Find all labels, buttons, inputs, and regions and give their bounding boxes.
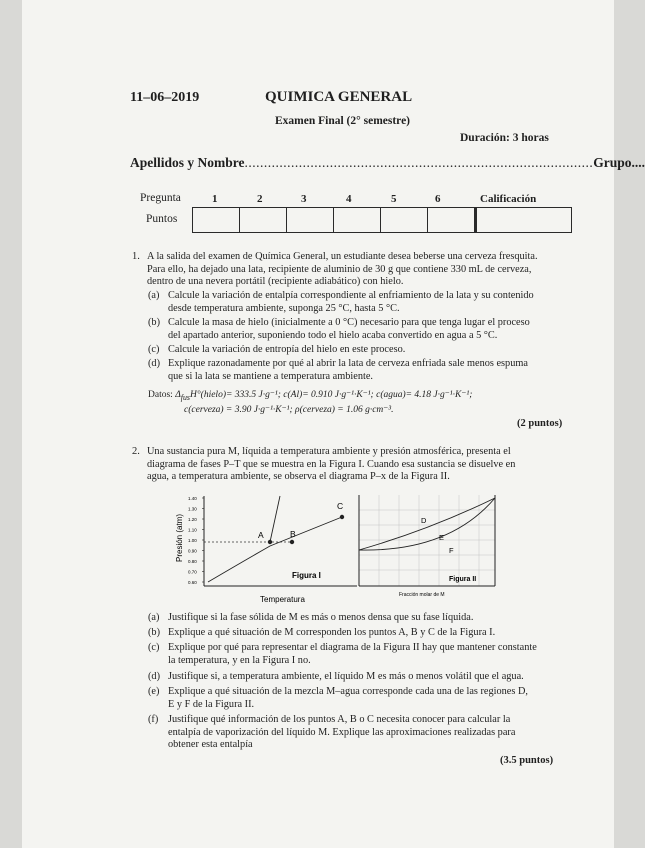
fig2-region-d: D xyxy=(421,516,427,525)
item-label: (b) xyxy=(148,627,161,638)
item-line: que si la lata se mantiene a temperatura ambiente. xyxy=(168,370,373,382)
table-question-label: Pregunta xyxy=(140,192,181,204)
fig1-ytick-label: 1.30 xyxy=(188,506,197,512)
score-table xyxy=(192,207,572,233)
item-line: la temperatura, y en la Figura I no. xyxy=(168,654,311,666)
fig1-caption: Figura I xyxy=(292,571,321,580)
data-line-1: $\Delta_{fus}H^\circ(hielo)= 333.5$ J·g⁻¹; c(Al)= 0.910 J·g⁻¹·K⁻¹; c(agua)= 4.18 J·g⁻¹·K⁻¹; xyxy=(175,390,473,402)
q2-item-c xyxy=(148,642,537,667)
q1-intro xyxy=(147,251,538,289)
q1-item-a xyxy=(148,290,534,315)
item-label: (d) xyxy=(148,671,161,682)
name-row xyxy=(130,155,645,171)
table-number: 1 xyxy=(212,193,218,205)
fig1-ytick-label: 1.40 xyxy=(188,496,197,501)
q2-points: (3.5 puntos) xyxy=(500,755,554,766)
fig1-label-c: C xyxy=(337,501,344,511)
exam-page xyxy=(22,0,645,848)
fig1-label-b: B xyxy=(290,529,296,539)
score-cell[interactable] xyxy=(428,208,476,233)
q2-item-b xyxy=(148,627,495,640)
q2-item-e xyxy=(148,686,528,711)
data-line-2: c(cerveza) = 3.90 J·g⁻¹·K⁻¹; ρ(cerveza) = 1.06 g·cm⁻³. xyxy=(184,404,394,415)
fig1-ytick-label: 0.80 xyxy=(188,559,197,564)
q1-data xyxy=(148,389,472,416)
q2-item-a xyxy=(148,612,473,625)
figure-1-phase-diagram xyxy=(172,490,362,608)
fig2-vapor-curve xyxy=(359,498,495,550)
q1-intro-line: dentro de una nevera portátil (recipiente adiabático) con hielo. xyxy=(147,276,404,288)
q1-item-b xyxy=(148,317,530,342)
q1-item-c xyxy=(148,344,405,357)
q1-item-d xyxy=(148,358,528,383)
fig1-label-a: A xyxy=(258,530,264,540)
item-label: (a) xyxy=(148,290,160,301)
q2-intro-line: Una sustancia pura M, líquida a temperatura ambiente y presión atmosférica, presenta el xyxy=(147,446,511,457)
score-cell[interactable] xyxy=(193,208,240,233)
fig2-xlabel: Fracción molar de M xyxy=(399,592,445,598)
fig1-point-b xyxy=(290,540,294,544)
score-cell[interactable] xyxy=(287,208,334,233)
item-line: Explique razonadamente por qué al abrir la lata de cerveza enfriada sale menos espuma xyxy=(168,358,528,369)
table-points-label: Puntos xyxy=(146,213,178,225)
group-label: Grupo.... xyxy=(593,155,645,170)
item-line: Justifique qué información de los puntos A, B o C necesita conocer para calcular la xyxy=(168,714,511,725)
q2-item-f xyxy=(148,714,515,752)
item-line: Calcule la variación de entalpía correspondiente al enfriamiento de la lata y su contenido xyxy=(168,290,534,301)
item-line: desde temperatura ambiente, suponga 25 °C, hasta 5 °C. xyxy=(168,302,400,314)
item-line: Calcule la masa de hielo (inicialmente a 0 °C) necesario para que tenga lugar el proceso xyxy=(168,317,530,328)
fig1-ylabel: Presión (atm) xyxy=(175,513,184,562)
q2-intro-line: agua, a temperatura ambiente, se observa el diagrama P–x de la Figura II. xyxy=(147,471,450,483)
fig2-caption: Figura II xyxy=(449,576,477,583)
fig1-point-c xyxy=(340,515,344,519)
item-line: Justifique si la fase sólida de M es más o menos densa que su fase líquida. xyxy=(168,612,474,623)
item-line: Explique por qué para representar el diagrama de la Figura II hay que mantener constante xyxy=(168,642,537,653)
fig1-ytick-label: 0.60 xyxy=(188,580,197,585)
exam-date: 11–06–2019 xyxy=(130,90,200,105)
name-label: Apellidos y Nombre xyxy=(130,155,245,170)
score-cell[interactable] xyxy=(381,208,428,233)
q1-intro-line: A la salida del examen de Química General, un estudiante desea beberse una cerveza fresquita. xyxy=(147,251,538,262)
fig1-ytick-label: 0.70 xyxy=(188,569,197,575)
q1-intro-line: Para ello, ha dejado una lata, recipiente de aluminio de 30 g que contiene 330 mL de cerveza, xyxy=(147,263,532,275)
q2-item-d xyxy=(148,671,524,684)
item-line: del apartado anterior, suponiendo todo el hielo acaba convertido en agua a 5 °C. xyxy=(168,329,498,341)
exam-title: QUIMICA GENERAL xyxy=(265,89,413,105)
fig1-ytick-label: 1.20 xyxy=(188,517,197,522)
score-cell[interactable] xyxy=(334,208,381,233)
table-number: 6 xyxy=(435,193,441,205)
figure-2-px-diagram xyxy=(349,490,499,608)
table-number: 5 xyxy=(391,193,397,205)
item-line: E y F de la Figura II. xyxy=(168,698,255,710)
fig1-xlabel: Temperatura xyxy=(260,595,305,604)
item-label: (c) xyxy=(148,642,160,653)
fig2-region-e: E xyxy=(439,533,445,542)
fig1-ytick-label: 1.10 xyxy=(188,527,197,533)
fig1-point-a xyxy=(268,540,272,544)
fig2-grid xyxy=(359,495,495,586)
q1-number: 1. xyxy=(132,251,140,262)
fig2-region-f: F xyxy=(449,546,454,555)
q2-intro-line: diagrama de fases P–T que se muestra en la Figura I. Cuando esa sustancia se disuelve en xyxy=(147,458,516,470)
q1-points: (2 puntos) xyxy=(517,418,563,429)
name-field[interactable]: .......................................................................................... xyxy=(244,155,594,170)
item-line: obtener esta entalpía xyxy=(168,739,253,751)
fig1-ytick-label: 1.00 xyxy=(188,538,197,543)
fig1-vapor-curve xyxy=(208,517,342,582)
exam-subtitle: Examen Final (2° semestre) xyxy=(275,115,411,127)
item-label: (c) xyxy=(148,344,160,355)
table-number: 3 xyxy=(301,193,307,205)
item-label: (e) xyxy=(148,686,160,697)
q2-intro xyxy=(147,446,515,484)
fig1-ytick-label: 0.90 xyxy=(188,548,197,554)
fig1-fusion-curve xyxy=(270,496,280,542)
grade-cell[interactable] xyxy=(476,208,572,233)
table-grade-label: Calificación xyxy=(480,193,537,205)
item-label: (f) xyxy=(148,714,159,725)
q2-number: 2. xyxy=(132,446,140,457)
item-line: entalpía de vaporización del líquido M. Explique las aproximaciones realizadas para xyxy=(168,726,516,738)
exam-duration: Duración: 3 horas xyxy=(460,132,549,144)
table-number: 2 xyxy=(257,193,263,205)
data-label: Datos: xyxy=(148,390,173,400)
item-line: Explique a qué situación de M corresponden los puntos A, B y C de la Figura I. xyxy=(168,627,496,638)
table-number: 4 xyxy=(346,193,352,205)
item-line: Justifique si, a temperatura ambiente, el líquido M es más o menos volátil que el agua. xyxy=(168,671,524,682)
item-label: (d) xyxy=(148,358,161,369)
score-cell[interactable] xyxy=(240,208,287,233)
item-label: (a) xyxy=(148,612,160,623)
item-line: Calcule la variación de entropía del hielo en este proceso. xyxy=(168,344,406,355)
item-label: (b) xyxy=(148,317,161,328)
item-line: Explique a qué situación de la mezcla M–agua corresponde cada una de las regiones D, xyxy=(168,686,528,697)
